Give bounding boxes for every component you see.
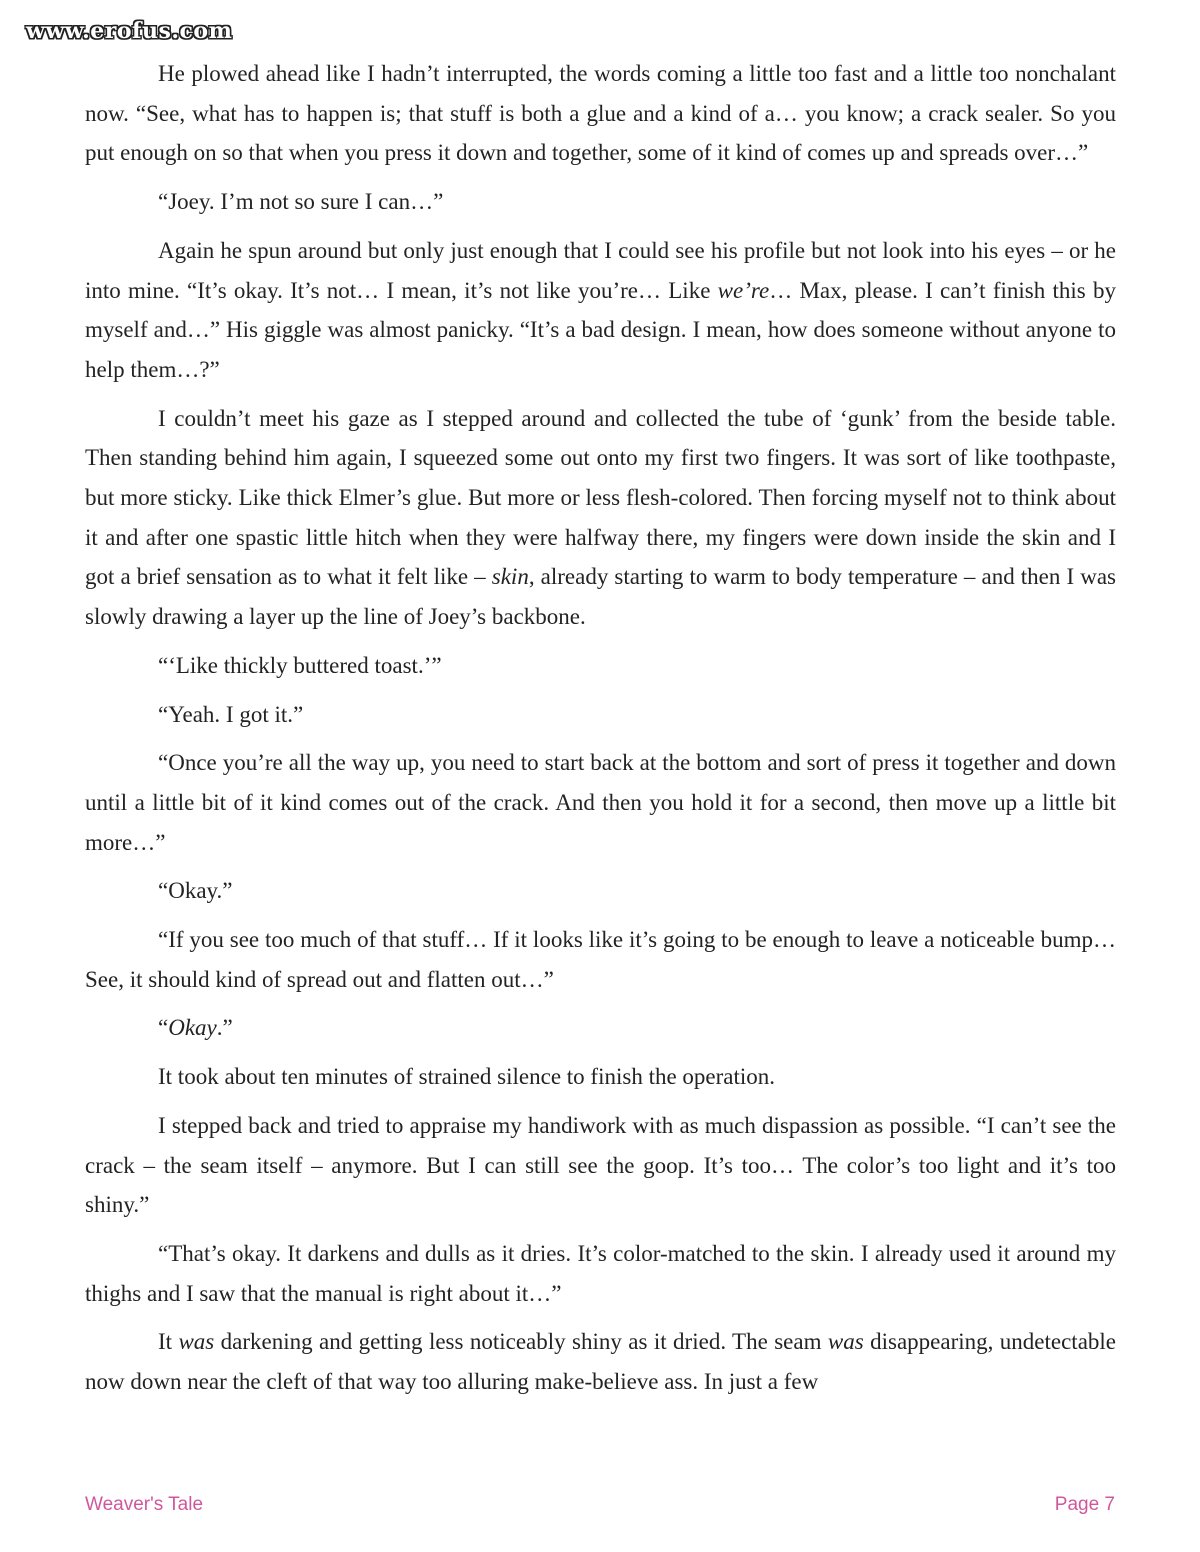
text-run: “ [158,1015,169,1041]
paragraph [85,54,1116,173]
watermark: www.erofus.com [26,18,233,44]
text-run-italic: was [178,1329,215,1355]
paragraph [85,1322,1116,1401]
paragraph [85,231,1116,390]
text-run: “Yeah. I got it.” [158,701,304,727]
text-run: It [158,1329,179,1355]
text-run: … Max, please. I can’t finish this by myself and…” His giggle was almost panicky. “It’s a bad design. I mean, how does someone without anyone to help them…?” [85,277,1116,382]
text-run: He plowed ahead like I hadn’t interrupted, the words coming a little too fast and a little too nonchalant now. “See, what has to happen is; that stuff is both a glue and a kind of a… you know; a crack sealer. So you put enough on so that when you press it down and together, some of it kind of comes up and spreads over…” [85,61,1116,166]
page-body [85,54,1116,1402]
text-run: darkening and getting less noticeably shiny as it dried. The seam [214,1329,828,1355]
book-title: Weaver's Tale [85,1494,204,1515]
page-footer [85,1494,1115,1516]
text-run: , already starting to warm to body temperature – and then I was slowly drawing a layer up the line of Joey’s backbone. [85,564,1116,630]
text-run-italic: was [827,1329,864,1355]
text-run: “That’s okay. It darkens and dulls as it dries. It’s color-matched to the skin. I already used it around my thighs and I saw that the manual is right about it…” [85,1240,1116,1306]
paragraph [85,399,1116,637]
paragraph [85,695,1116,735]
text-run: “Okay.” [158,878,233,904]
paragraph [85,182,1116,222]
paragraph [85,646,1116,686]
paragraph [85,1106,1116,1225]
paragraph [85,743,1116,862]
text-run: disappearing, undetectable now down near the cleft of that way too alluring make-believe ass. In just a few [85,1329,1116,1395]
text-run-italic: we’re [717,277,770,303]
page-number: Page 7 [1054,1494,1115,1515]
text-run: “If you see too much of that stuff… If it looks like it’s going to be enough to leave a noticeable bump… See, it should kind of spread out and flatten out…” [85,927,1116,992]
text-run: Again he spun around but only just enough that I could see his profile but not look into his eyes – or he into mine. “It’s okay. It’s not… I mean, it’s not like you’re… Like [85,237,1116,303]
text-run: I stepped back and tried to appraise my handiwork with as much dispassion as possible. “I can’t see the crack – the seam itself – anymore. But I can still see the goop. It’s too… The color’s too light and it’s too shiny.” [85,1112,1116,1218]
paragraph [85,1008,1116,1048]
text-run: .” [216,1015,233,1041]
text-run: “Joey. I’m not so sure I can…” [158,189,444,215]
text-run: “Once you’re all the way up, you need to start back at the bottom and sort of press it together and down until a little bit of it kind comes out of the crack. And then you hold it for a second, then move up a little bit more…” [85,750,1116,855]
paragraph [85,1057,1116,1097]
text-run-italic: Okay [168,1015,217,1041]
text-run-italic: skin [491,564,529,590]
text-run: It took about ten minutes of strained silence to finish the operation. [158,1064,776,1090]
paragraph [85,920,1116,999]
text-run: I couldn’t meet his gaze as I stepped around and collected the tube of ‘gunk’ from the beside table. Then standing behind him again, I squeezed some out onto my first two fingers. It was sort of like toothpaste, but more sticky. Like thick Elmer’s glue. But more or less flesh-colored. Then forcing myself not to think about it and after one spastic little hitch when they were halfway there, my fingers were down inside the skin and I got a brief sensation as to what it felt like – [85,405,1116,590]
paragraph [85,1234,1116,1313]
text-run: “‘Like thickly buttered toast.’” [158,652,442,678]
paragraph [85,871,1116,911]
